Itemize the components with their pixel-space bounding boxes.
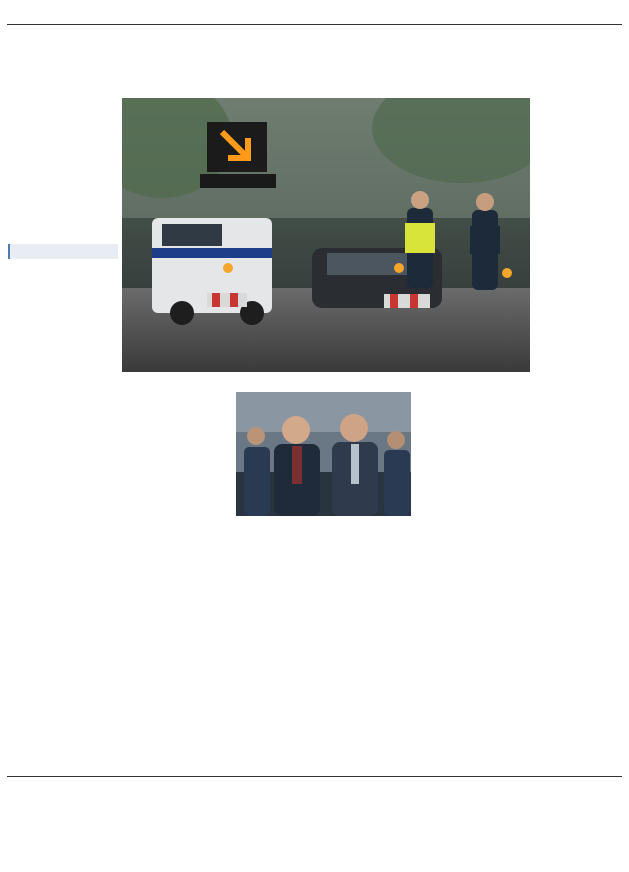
article2-column-3 — [220, 824, 320, 871]
article-column-2 — [122, 386, 232, 768]
article-column-5 — [416, 386, 526, 768]
article-column-1-top — [8, 110, 118, 238]
dobrindt-soeder-photo — [236, 392, 411, 516]
article-column-4 — [311, 540, 411, 768]
pull-quote — [8, 244, 118, 259]
article2-column-1 — [8, 834, 108, 871]
masthead-rule — [7, 24, 622, 25]
article2-column-2 — [114, 824, 214, 871]
article2-column-6 — [524, 824, 622, 871]
article2-column-4 — [326, 824, 426, 871]
article-column-1-bottom — [8, 369, 118, 769]
article-divider — [7, 776, 622, 777]
article-column-3 — [236, 540, 306, 768]
article-column-6 — [534, 98, 622, 768]
border-control-photo — [122, 98, 530, 372]
article2-column-5 — [432, 824, 518, 871]
